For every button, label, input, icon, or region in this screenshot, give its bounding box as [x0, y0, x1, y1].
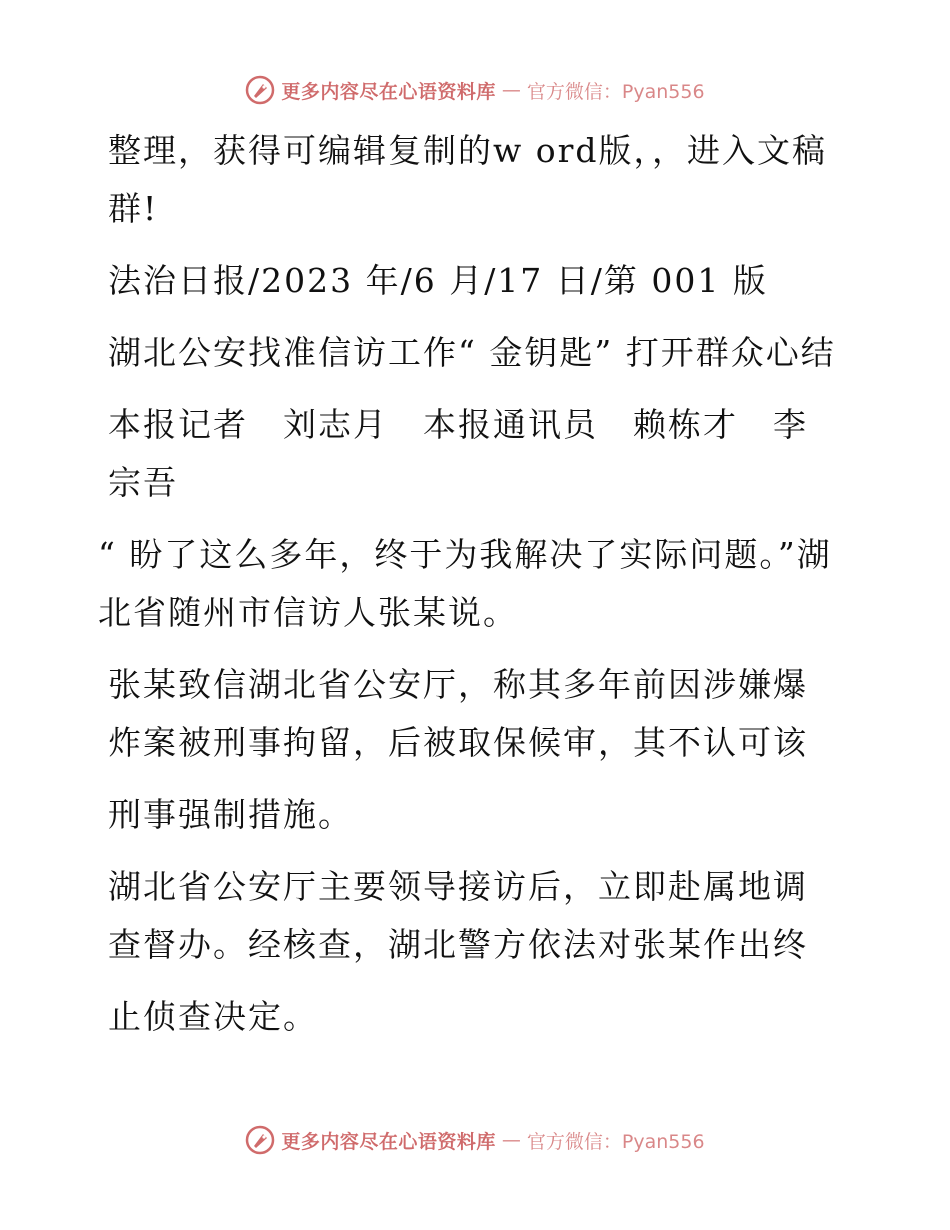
header-watermark — [0, 72, 950, 108]
watermark-separator: — — [501, 79, 521, 101]
paragraph-body-1-cont: 刑事强制措施。 — [108, 795, 353, 834]
paragraph-body-2: 湖北省公安厅主要领导接访后，立即赴属地调查督办。经核查，湖北警方依法对张某作出终 — [108, 867, 808, 964]
watermark-main-text: 更多内容尽在心语资料库 — [281, 80, 496, 103]
watermark-separator: — — [501, 1129, 521, 1151]
article-headline: 湖北公安找准信访工作“ 金钥匙” 打开群众心结 — [108, 333, 836, 372]
paragraph-source: 法治日报/2023 年/6 月/17 日/第 001 版 — [108, 261, 768, 300]
document-body — [98, 122, 838, 1060]
article-byline: 本报记者 刘志月 本报通讯员 赖栋才 李宗吾 — [108, 405, 808, 502]
watermark-sub-text: 官方微信：Pyan556 — [526, 1130, 705, 1153]
paragraph-intro: 整理，获得可编辑复制的w ord版，，进入文稿群! — [108, 131, 828, 228]
paragraph-quote: “ 盼了这么多年，终于为我解决了实际问题。”湖北省随州市信访人张某说。 — [98, 535, 832, 632]
paragraph-body-1: 张某致信湖北省公安厅，称其多年前因涉嫌爆炸案被刑事拘留，后被取保候审，其不认可该 — [108, 665, 808, 762]
watermark-sub-text: 官方微信：Pyan556 — [526, 80, 705, 103]
paragraph-body-2-cont: 止侦查决定。 — [108, 997, 318, 1036]
pen-nib-logo-icon — [245, 1125, 275, 1155]
footer-watermark — [0, 1122, 950, 1158]
watermark-main-text: 更多内容尽在心语资料库 — [281, 1130, 496, 1153]
pen-nib-logo-icon — [245, 75, 275, 105]
